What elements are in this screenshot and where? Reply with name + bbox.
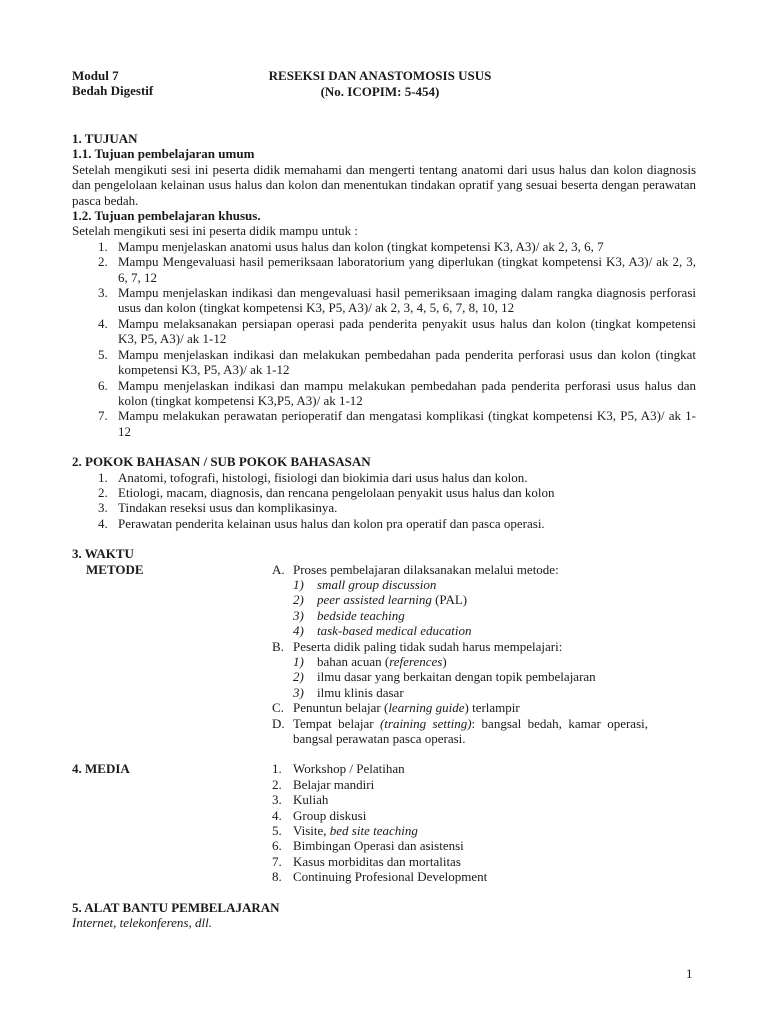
section-pokok-bahasan: [72, 454, 696, 531]
list-item: 4. Group diskusi: [272, 807, 367, 823]
list-item: D. Tempat belajar (training setting): bangsal bedah, kamar operasi, bangsal perawatan pasca operasi.: [272, 715, 648, 747]
paragraph: Internet, telekonferens, dll.: [72, 915, 212, 931]
document-header: [72, 68, 696, 116]
list-item: 6. Bimbingan Operasi dan asistensi: [272, 838, 464, 854]
list-item: 2. Mampu Mengevaluasi hasil pemeriksaan laboratorium yang diperlukan (tingkat kompetensi K3, A3)/ ak 2, 3, 6, 7, 12: [98, 254, 696, 285]
section-tujuan: [72, 131, 696, 439]
list-item: 7. Kasus morbiditas dan mortalitas: [272, 853, 461, 869]
list-item: 5. Mampu menjelaskan indikasi dan melakukan pembedahan pada penderita perforasi usus dan kolon (tingkat kompetensi K3, P5, A3)/ ak 1-12: [98, 346, 696, 378]
list-item: 1) bahan acuan (references): [293, 654, 447, 669]
department-name: Bedah Digestif: [72, 83, 154, 99]
list-item: 5. Visite, bed site teaching: [272, 823, 418, 839]
section-media: [72, 761, 696, 884]
list-item: 2. Etiologi, macam, diagnosis, dan rencana pengelolaan penyakit usus halus dan kolon: [98, 484, 555, 500]
list-item: 3. Tindakan reseksi usus dan komplikasinya.: [98, 500, 338, 516]
list-item: 1. Workshop / Pelatihan: [272, 761, 405, 777]
module-info: [72, 68, 153, 99]
list-item: 1. Mampu menjelaskan anatomi usus halus dan kolon (tingkat kompetensi K3, A3)/ ak 2, 3, 6, 7: [98, 238, 604, 254]
list-item: 3) ilmu klinis dasar: [293, 684, 404, 700]
section-waktu: [72, 546, 696, 746]
list-item: 3. Mampu menjelaskan indikasi dan mengevaluasi hasil pemeriksaan imaging dalam rangka diagnosis perforasi usus dan kolon (tingkat kompetensi K3, P5, A3)/ ak 2, 3, 4, 5, 6, 7, 8, 10, 12: [98, 285, 696, 316]
list-item: 4. Perawatan penderita kelainan usus halus dan kolon pra operatif dan pasca operasi.: [98, 515, 545, 531]
section-heading: 5. ALAT BANTU PEMBELAJARAN: [72, 899, 280, 915]
list-item: A. Proses pembelajaran dilaksanakan melalui metode: 1) small group discussion 2) peer assisted learning (PAL) 3) bedside teaching 4) task-based medical education: [272, 562, 648, 639]
metode-row: [72, 562, 696, 747]
document-page: [72, 68, 696, 931]
module-number: Modul 7: [72, 68, 119, 83]
section-alat-bantu: [72, 900, 696, 931]
metode-label: METODE: [86, 561, 144, 577]
list-item: 2) peer assisted learning (PAL): [293, 592, 468, 608]
list-item: 2) ilmu dasar yang berkaitan dengan topik pembelajaran: [293, 669, 596, 685]
list-item: 1. Anatomi, tofografi, histologi, fisiologi dan biokimia dari usus halus dan kolon.: [98, 469, 528, 485]
paragraph: Setelah mengikuti sesi ini peserta didik mampu untuk :: [72, 223, 358, 239]
document-code: (No. ICOPIM: 5-454): [320, 84, 440, 99]
list-item: 8. Continuing Profesional Development: [272, 869, 488, 885]
section-heading: 3. WAKTU: [72, 546, 134, 562]
list-item: B. Peserta didik paling tidak sudah harus mempelajari: 1) bahan acuan (references) 2) ilmu dasar yang berkaitan dengan topik pembelajaran 3) ilmu klinis dasar: [272, 639, 648, 701]
page-number: 1: [686, 966, 693, 981]
subsection-heading: 1.2. Tujuan pembelajaran khusus.: [72, 208, 261, 224]
document-title: RESEKSI DAN ANASTOMOSIS USUS: [268, 68, 492, 83]
section-heading: 4. MEDIA: [72, 761, 130, 777]
media-list: [272, 761, 696, 884]
subsection-heading: 1.1. Tujuan pembelajaran umum: [72, 146, 255, 162]
paragraph: Setelah mengikuti sesi ini peserta didik memahami dan mengerti tentang anatomi dari usus halus dan kolon diagnosis dan pengelolaan kelainan usus halus dan kolon dan menentukan tindakan opratif yang sesuai beserta dengan perawatan pasca bedah.: [72, 161, 696, 208]
metode-list: [272, 562, 648, 747]
list-item: 3. Kuliah: [272, 792, 329, 808]
list-item: 3) bedside teaching: [293, 607, 405, 623]
topics-list: [72, 470, 696, 532]
list-item: 4) task-based medical education: [293, 623, 472, 639]
section-heading: 2. POKOK BAHASAN / SUB POKOK BAHASASAN: [72, 454, 371, 470]
objectives-list: [72, 239, 696, 439]
list-item: 6. Mampu menjelaskan indikasi dan mampu melakukan pembedahan pada penderita perforasi usus halus dan kolon (tingkat kompetensi K3,P5, A3)/ ak 1-12: [98, 377, 696, 408]
list-item: 1) small group discussion: [293, 576, 437, 592]
list-item: C. Penuntun belajar (learning guide) terlampir: [272, 700, 520, 716]
list-item: 7. Mampu melakukan perawatan perioperatif dan mengatasi komplikasi (tingkat kompetensi K3, P5, A3)/ ak 1-12: [98, 408, 696, 439]
section-heading: 1. TUJUAN: [72, 131, 138, 146]
list-item: 2. Belajar mandiri: [272, 776, 375, 792]
list-item: 4. Mampu melaksanakan persiapan operasi pada penderita penyakit usus halus dan kolon (tingkat kompetensi K3, P5, A3)/ ak 1-12: [98, 315, 696, 347]
